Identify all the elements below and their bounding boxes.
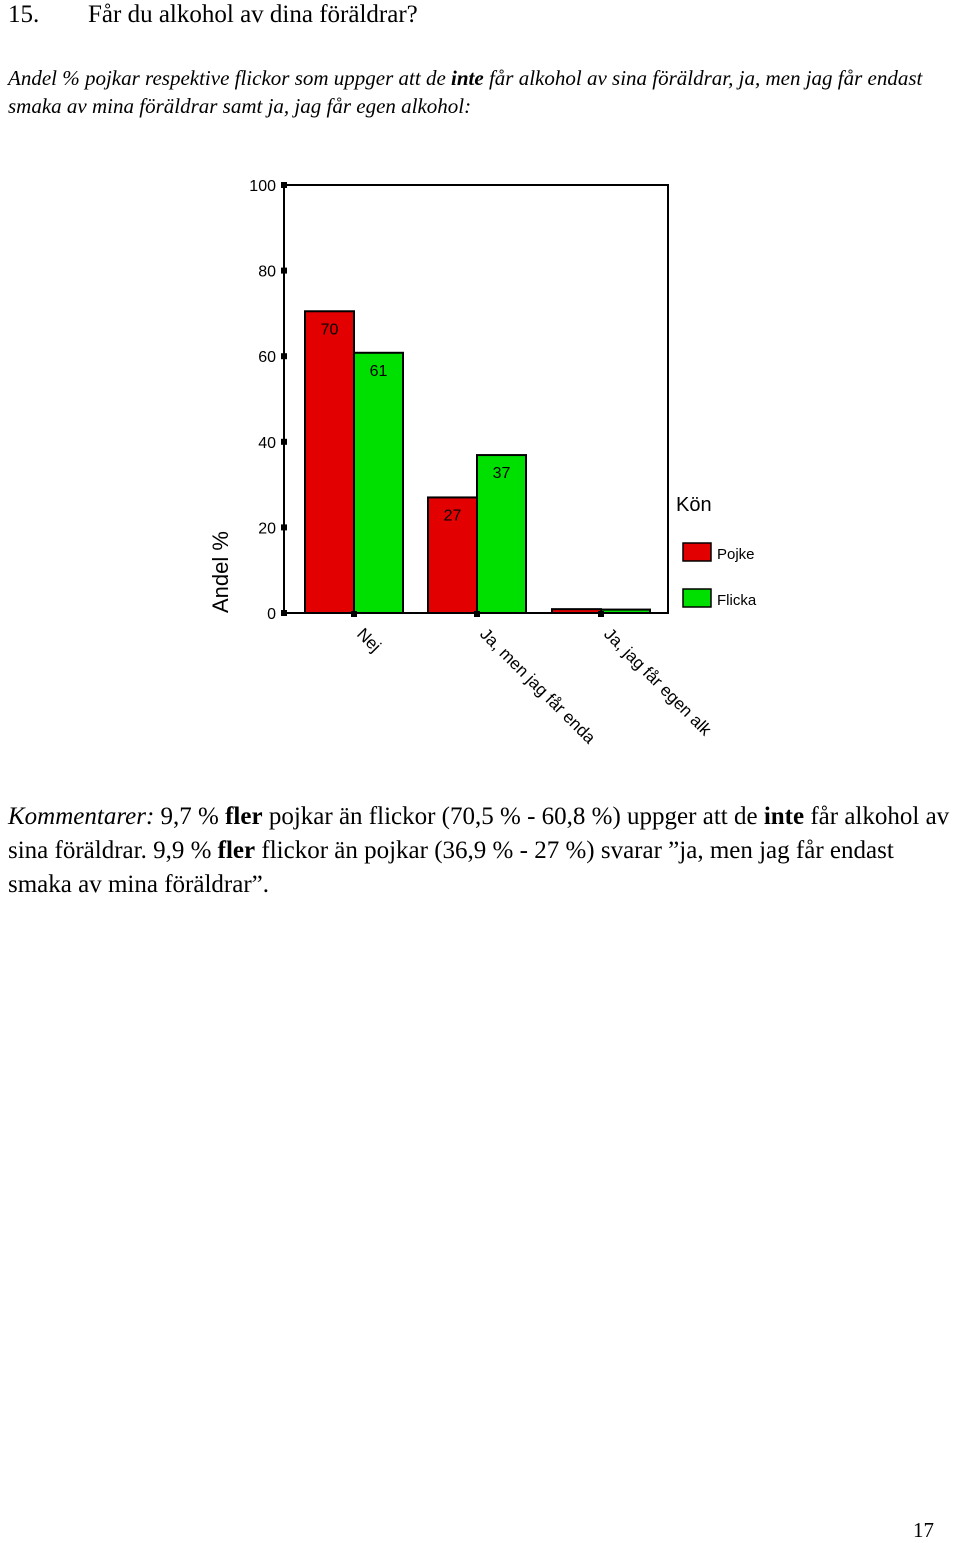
- legend-label-flicka: Flicka: [717, 592, 757, 609]
- intro-bold: inte: [451, 66, 484, 90]
- legend-swatch-pojke: [683, 543, 711, 561]
- bar-flicka-0: [354, 353, 403, 613]
- legend-group: [683, 543, 757, 609]
- y-tick-mark: [281, 268, 287, 274]
- legend-title: Kön: [676, 494, 712, 516]
- bar-value-label: 70: [320, 321, 339, 339]
- legend-swatch-flicka: [683, 589, 711, 607]
- y-tick-mark: [281, 439, 287, 445]
- y-ticks-group: [249, 178, 287, 623]
- x-tick-mark: [598, 611, 604, 617]
- x-tick-mark: [474, 611, 480, 617]
- y-tick-label: 20: [258, 520, 276, 538]
- comment-bold-2: inte: [763, 803, 805, 830]
- bar-chart: [0, 150, 960, 770]
- x-tick-label: Ja, jag får egen alk: [600, 624, 716, 740]
- bar-value-label: 61: [369, 362, 388, 380]
- comment-text-1: 9,7 %: [154, 803, 226, 830]
- question-heading: [8, 0, 418, 30]
- y-tick-label: 100: [249, 178, 276, 195]
- bar-value-label: 37: [492, 465, 511, 483]
- y-tick-mark: [281, 353, 287, 359]
- y-tick-label: 80: [258, 263, 276, 281]
- chart-intro: [8, 64, 958, 120]
- y-tick-mark: [281, 182, 287, 188]
- y-tick-mark: [281, 610, 287, 616]
- legend-label-pojke: Pojke: [717, 546, 755, 563]
- comment-bold-1: fler: [225, 803, 263, 830]
- x-tick-label: Nej: [353, 624, 385, 656]
- y-tick-label: 60: [258, 349, 276, 367]
- intro-part1: Andel % pojkar respektive flickor som uppger att de: [8, 66, 452, 90]
- y-axis-label: Andel %: [208, 531, 233, 613]
- y-tick-mark: [281, 524, 287, 530]
- page-number: 17: [913, 1518, 934, 1542]
- bars-group: [305, 311, 650, 613]
- comment-lead: Kommentarer:: [8, 803, 155, 830]
- y-tick-label: 40: [258, 434, 276, 452]
- comment-text-4: flickor än pojkar (36,9 % - 27 %) svarar ”ja, men jag får endast smaka av mina föräldrar”.: [8, 837, 894, 898]
- comment-bold-3: fler: [217, 837, 256, 864]
- bar-flicka-2: [601, 610, 650, 613]
- bar-pojke-2: [552, 609, 601, 613]
- comment-text-2: pojkar än flickor (70,5 % - 60,8 %) uppger att de: [262, 803, 764, 830]
- x-labels-group: [351, 611, 716, 748]
- question-text: Får du alkohol av dina föräldrar?: [88, 1, 418, 28]
- bar-value-label: 27: [443, 507, 462, 525]
- comment-paragraph: [8, 800, 958, 902]
- bar-pojke-0: [305, 311, 354, 613]
- question-number: 15.: [8, 1, 40, 28]
- x-tick-mark: [351, 611, 357, 617]
- y-tick-label: 0: [267, 606, 276, 623]
- x-tick-label: Ja, men jag får enda: [476, 624, 600, 748]
- comment-text-3: får alkohol av sina föräldrar. 9,9 %: [8, 803, 950, 864]
- intro-part2: får alkohol av sina föräldrar, ja, men jag får endast smaka av mina föräldrar samt ja, jag får egen alkohol:: [8, 66, 923, 118]
